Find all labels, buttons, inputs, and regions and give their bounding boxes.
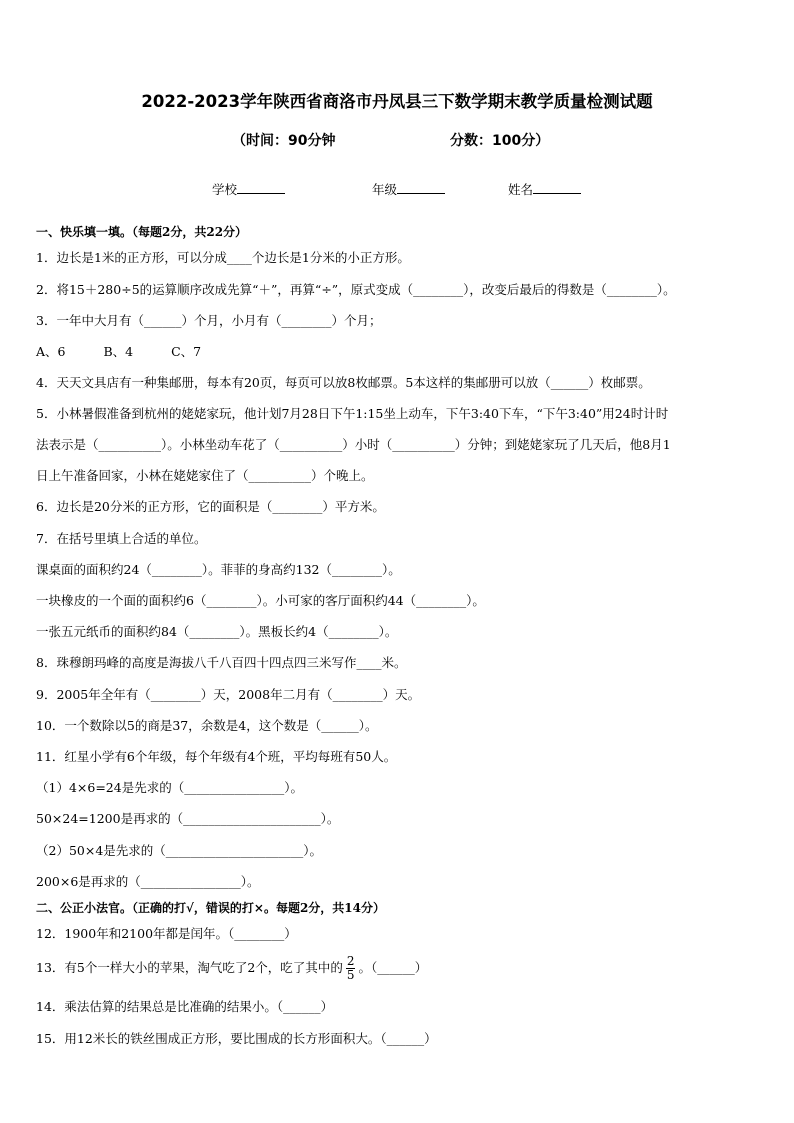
fraction-numerator: 2 bbox=[346, 954, 355, 968]
question-2: 2．将15＋280÷5的运算顺序改成先算“＋”，再算“÷”，原式变成（________），改变后最后的得数是（________）。 bbox=[36, 282, 676, 297]
name-field: 姓名 bbox=[508, 180, 581, 198]
grade-field: 年级 bbox=[372, 180, 445, 198]
question-14: 14．乘法估算的结果总是比准确的结果小。（______） bbox=[36, 999, 334, 1014]
name-blank[interactable] bbox=[533, 181, 581, 194]
fraction bbox=[346, 955, 356, 982]
school-field: 学校 bbox=[212, 180, 285, 198]
section-2-heading: 二、公正小法官。（正确的打√，错误的打×。每题2分，共14分） bbox=[36, 901, 385, 915]
question-12: 12．1900年和2100年都是闰年。（________） bbox=[36, 926, 297, 941]
question-11-part-2: 50×24=1200是再求的（______________________）。 bbox=[36, 811, 340, 826]
question-6: 6．边长是20分米的正方形，它的面积是（________）平方米。 bbox=[36, 499, 385, 514]
question-4: 4．天天文具店有一种集邮册，每本有20页，每页可以放8枚邮票。5本这样的集邮册可以放（______）枚邮票。 bbox=[36, 375, 651, 390]
fraction-denominator: 5 bbox=[346, 968, 355, 982]
question-7-line-2: 一块橡皮的一个面的面积约6（________）。小可家的客厅面积约44（________）。 bbox=[36, 593, 485, 608]
question-15: 15．用12米长的铁丝围成正方形，要比围成的长方形面积大。（______） bbox=[36, 1031, 437, 1046]
question-5-line-1: 5．小林暑假准备到杭州的姥姥家玩，他计划7月28日下午1:15坐上动车，下午3:40下车，“下午3:40”用24时计时 bbox=[36, 406, 669, 421]
question-7-line-3: 一张五元纸币的面积约84（________）。黑板长约4（________）。 bbox=[36, 624, 398, 639]
question-3-options bbox=[36, 344, 235, 360]
question-7-line-1: 课桌面的面积约24（________）。菲菲的身高约132（________）。 bbox=[36, 562, 401, 577]
question-9: 9．2005年全年有（________）天，2008年二月有（________）天。 bbox=[36, 687, 421, 702]
question-11-part-4: 200×6是再求的（________________）。 bbox=[36, 874, 260, 889]
question-8: 8．珠穆朗玛峰的高度是海拔八千八百四十四点四三米写作____米。 bbox=[36, 655, 407, 670]
question-5-line-2: 法表示是（__________）。小林坐动车花了（__________）小时（__________）分钟；到姥姥家玩了几天后，他8月1 bbox=[36, 437, 671, 452]
school-blank[interactable] bbox=[237, 181, 285, 194]
page-title: 2022-2023学年陕西省商洛市丹凤县三下数学期末教学质量检测试题 bbox=[141, 92, 653, 111]
question-3: 3．一年中大月有（______）个月，小月有（________）个月； bbox=[36, 313, 382, 328]
question-5-line-3: 日上午准备回家，小林在姥姥家住了（__________）个晚上。 bbox=[36, 468, 374, 483]
exam-score: 分数：100分） bbox=[450, 133, 550, 149]
option-a[interactable]: A、6 bbox=[36, 344, 66, 359]
section-1-heading: 一、快乐填一填。（每题2分，共22分） bbox=[36, 225, 248, 239]
option-c[interactable]: C、7 bbox=[171, 344, 202, 359]
question-11: 11．红星小学有6个年级，每个年级有4个班，平均每班有50人。 bbox=[36, 749, 397, 764]
question-11-part-1: （1）4×6=24是先求的（________________）。 bbox=[36, 780, 303, 795]
question-1: 1．边长是1米的正方形，可以分成____个边长是1分米的小正方形。 bbox=[36, 250, 410, 265]
question-7: 7．在括号里填上合适的单位。 bbox=[36, 531, 207, 546]
question-10: 10．一个数除以5的商是37，余数是4，这个数是（______）。 bbox=[36, 718, 378, 733]
grade-blank[interactable] bbox=[397, 181, 445, 194]
exam-time: （时间：90分钟 bbox=[232, 133, 336, 149]
question-13: 13．有5个一样大小的苹果，淘气吃了2个，吃了其中的 $\frac{2}{5}$ 。（______） bbox=[36, 954, 428, 982]
question-11-part-3: （2）50×4是先求的（______________________）。 bbox=[36, 843, 323, 858]
option-b[interactable]: B、4 bbox=[103, 344, 134, 359]
